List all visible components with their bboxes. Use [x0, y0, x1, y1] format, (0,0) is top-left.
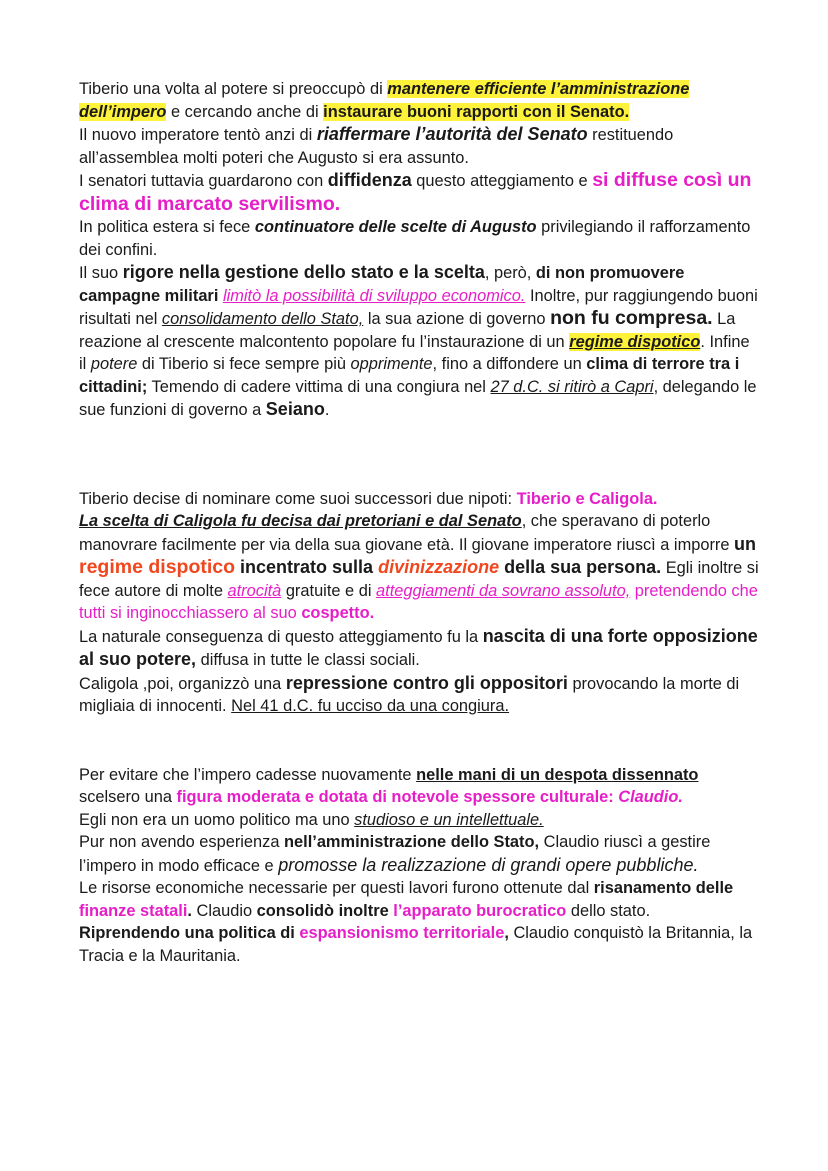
italic-text: promosse la realizzazione di grandi opere pubbliche.: [278, 854, 699, 875]
text-run: Il nuovo imperatore tentò anzi di: [79, 126, 317, 144]
document-page: [79, 78, 759, 967]
text-run: La naturale conseguenza di questo atteggiamento fu la: [79, 627, 483, 646]
text-run: Pur non avendo esperienza: [79, 833, 285, 851]
text-run: Inoltre, pur raggiungendo buoni risultati nel: [79, 286, 758, 328]
emphasis: repressione contro gli oppositori: [285, 672, 568, 693]
text-run: la sua azione di governo: [363, 310, 551, 328]
text-run: In politica estera si fece: [79, 218, 255, 236]
pink-emphasis: l’apparato burocratico: [393, 901, 567, 920]
underlined-text: 27 d.C. si ritirò a Capri: [490, 377, 654, 396]
text-run: dello stato.: [566, 901, 651, 920]
emphasis: della sua persona.: [499, 557, 662, 577]
text-run: I senatori tuttavia guardarono con: [79, 172, 328, 190]
text-run: La reazione al crescente malcontento popolare fu l’instaurazione di un: [79, 310, 736, 351]
text-run: questo atteggiamento e: [411, 172, 593, 190]
text-run: , però,: [484, 264, 536, 282]
paragraph: [79, 809, 759, 832]
text-run: scelsero una: [79, 788, 177, 806]
pink-emphasis: Claudio.: [618, 788, 683, 806]
pink-link-text: limitò la possibilità di sviluppo economico.: [222, 286, 526, 305]
emphasis: non fu compresa.: [550, 307, 713, 329]
paragraph: [79, 169, 759, 216]
section-caligola: [79, 488, 759, 718]
emphasis: ,: [504, 924, 509, 942]
text-run: di Tiberio si fece sempre più: [137, 355, 351, 373]
text-run: Claudio conquistò la Britannia, la Tracia e la Mauritania.: [79, 924, 753, 965]
paragraph: [79, 672, 759, 718]
underlined-emphasis: La scelta di Caligola fu decisa dai pretoriani e dal Senato: [79, 512, 522, 530]
pink-link-text: atteggiamenti da sovrano assoluto,: [376, 581, 631, 600]
paragraph: [79, 123, 759, 169]
text-run: Il suo: [79, 264, 123, 282]
paragraph: [79, 764, 759, 809]
emphasis: continuatore delle scelte di Augusto: [254, 218, 537, 236]
paragraph: [79, 831, 759, 877]
underlined-text: studioso e un intellettuale.: [354, 810, 544, 829]
text-run: Claudio riuscì a gestire l’impero in modo efficace e: [79, 833, 711, 875]
emphasis: nell’amministrazione dello Stato,: [284, 833, 540, 851]
emphasis: Seiano: [265, 399, 325, 419]
emphasis: diffidenza: [327, 170, 412, 190]
text-run: , che speravano di poterlo manovrare facilmente per via della sua giovane età. Il giovane imperatore riuscì a imporre: [79, 512, 735, 554]
text-run: Tiberio una volta al potere si preoccupò di: [79, 80, 388, 98]
text-run: Tiberio decise di nominare come suoi successori due nipoti:: [79, 489, 517, 508]
text-run: gratuite e di: [281, 581, 377, 600]
text-run: , fino a diffondere un: [432, 355, 587, 373]
italic-text: potere: [90, 355, 138, 373]
pink-emphasis: si diffuse così un clima di marcato servilismo.: [79, 169, 752, 215]
text-run: Temendo di cadere vittima di una congiura nel: [147, 377, 491, 396]
paragraph: [79, 877, 759, 922]
pink-emphasis: figura moderata e dotata di notevole spessore culturale:: [176, 788, 619, 806]
paragraph: [79, 488, 759, 511]
emphasis: di non promuovere campagne militari: [79, 264, 685, 305]
highlight: instaurare buoni rapporti con il Senato.: [323, 102, 630, 121]
text-run: diffusa in tutte le classi sociali.: [196, 651, 420, 669]
text-run: Egli non era un uomo politico ma uno: [79, 810, 355, 829]
emphasis: un: [734, 533, 757, 554]
emphasis: nascita di una forte opposizione al suo potere,: [79, 625, 758, 669]
paragraph: [79, 625, 759, 672]
emphasis: rigore nella gestione dello stato e la scelta: [122, 262, 485, 282]
emphasis: incentrato sulla: [235, 557, 379, 577]
text-run: , delegando le sue funzioni di governo a: [79, 377, 757, 419]
text-run: Egli inoltre si fece autore di molte: [79, 559, 759, 600]
paragraph: [79, 510, 759, 625]
pink-text: pretendendo che tutti si inginocchiassero al suo: [79, 581, 758, 622]
underlined-text: consolidamento dello Stato,: [161, 310, 364, 328]
paragraph: [79, 261, 759, 422]
emphasis: riaffermare l’autorità del Senato: [316, 124, 588, 144]
text-run: provocando la morte di migliaia di innocenti.: [79, 674, 740, 715]
underlined-emphasis: nelle mani di un despota dissennato: [416, 765, 699, 784]
paragraph: [79, 78, 759, 123]
pink-emphasis: cospetto.: [301, 604, 375, 622]
orange-emphasis: regime dispotico: [79, 556, 236, 578]
text-run: privilegiando il rafforzamento dei confini.: [79, 218, 751, 259]
paragraph: [79, 216, 759, 261]
text-run: Per evitare che l’impero cadesse nuovamente: [79, 765, 417, 784]
text-run: . Infine il: [79, 332, 750, 373]
text-run: .: [324, 401, 330, 419]
section-claudio: [79, 764, 759, 968]
highlight: regime dispotico: [569, 332, 701, 351]
italic-text: opprimente: [350, 355, 433, 373]
emphasis: .: [187, 901, 192, 920]
orange-emphasis: divinizzazione: [378, 557, 500, 577]
text-run: Caligola ,poi, organizzò una: [79, 674, 286, 693]
highlight: mantenere efficiente l’amministrazione dell’impero: [79, 80, 690, 121]
text-run: Claudio: [191, 901, 257, 920]
emphasis: Riprendendo una politica di: [79, 924, 300, 942]
paragraph: [79, 922, 759, 967]
pink-emphasis: Tiberio e Caligola.: [516, 489, 658, 508]
pink-emphasis: espansionismo territoriale: [299, 924, 505, 942]
section-tiberio: [79, 78, 759, 422]
pink-link-text: atrocità: [227, 581, 282, 600]
emphasis: clima di terrore tra i cittadini;: [79, 355, 740, 396]
underlined-text: Nel 41 d.C. fu ucciso da una congiura.: [231, 697, 510, 715]
emphasis: risanamento delle: [593, 879, 734, 897]
pink-emphasis: finanze statali: [79, 901, 188, 920]
text-run: Le risorse economiche necessarie per questi lavori furono ottenute dal: [79, 879, 594, 897]
emphasis: consolidò inoltre: [256, 901, 389, 920]
text-run: restituendo all’assemblea molti poteri che Augusto si era assunto.: [79, 126, 674, 167]
text-run: e cercando anche di: [166, 102, 324, 121]
